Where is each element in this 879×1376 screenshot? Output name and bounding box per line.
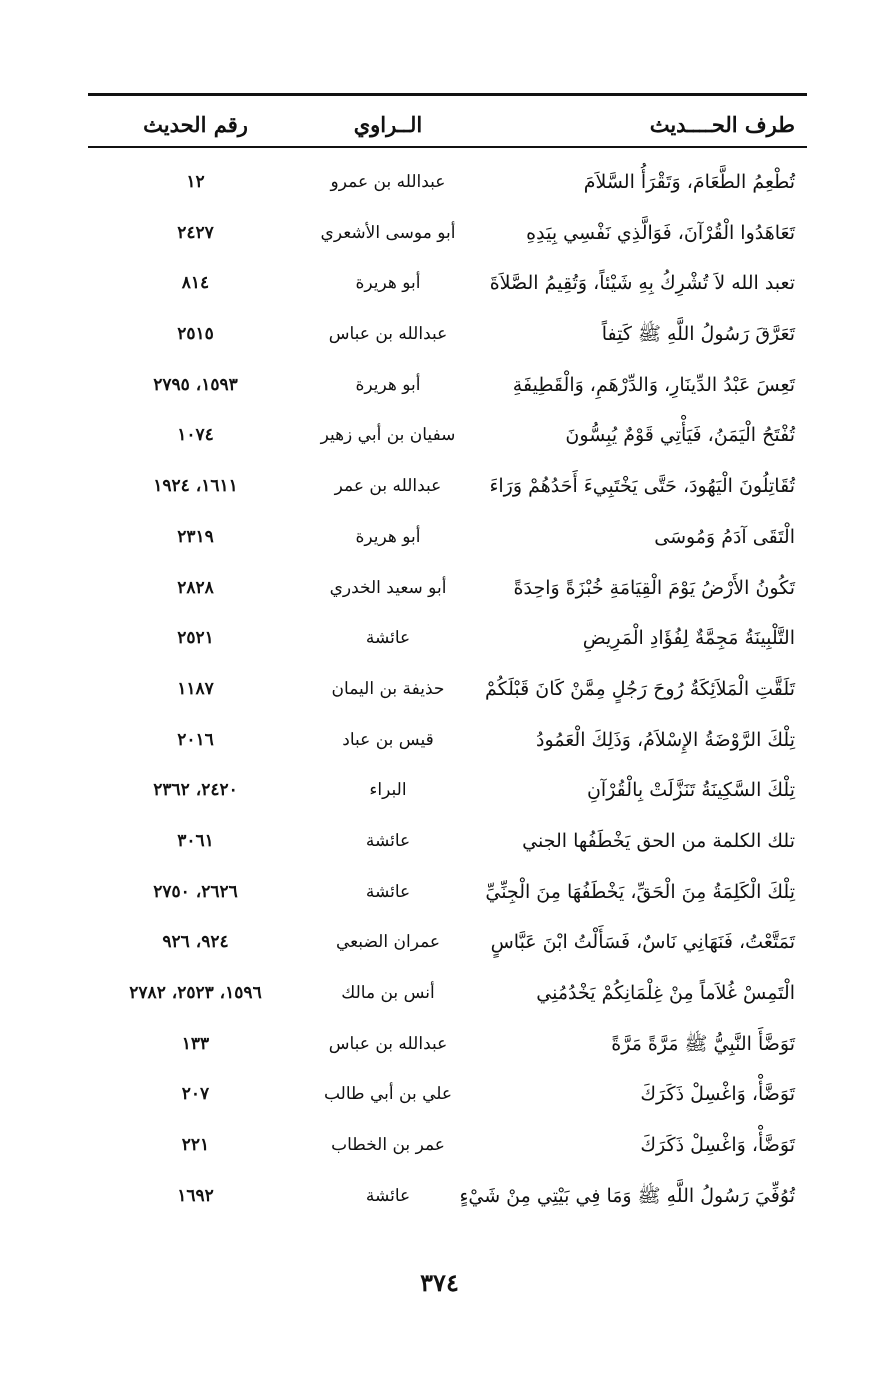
table-row [88, 720, 807, 771]
hadith-text: تِلْكَ الْكَلِمَةُ مِنَ الْحَقِّ، يَخْطَفُهَا مِنَ الْجِنِّيِّ [485, 880, 795, 903]
top-rule [88, 93, 807, 96]
hadith-number: ٢٠١٦ [177, 729, 214, 750]
table-row [88, 770, 807, 821]
table-row [88, 973, 807, 1024]
hadith-text: تَوَضَّأْ، وَاغْسِلْ ذَكَرَكَ [640, 1134, 795, 1157]
hadith-text: تَوَضَّأَ النَّبِيُّ ﷺ مَرَّةً مَرَّةً [611, 1032, 795, 1055]
hadith-number: ٣٠٦١ [177, 830, 214, 851]
hadith-text: تلك الكلمة من الحق يَخْطَفُها الجني [522, 829, 795, 852]
narrator-name: عائشة [365, 881, 411, 902]
hadith-text: تُفْتَحُ الْيَمَنُ، فَيَأْتِي قَوْمٌ يُبِسُّونَ [565, 424, 795, 447]
hadith-text: تُطْعِمُ الطَّعَامَ، وَتَقْرَأُ السَّلاَمَ [583, 171, 795, 193]
table-row [88, 669, 807, 720]
hadith-number: ١٠٧٤ [177, 425, 214, 446]
hadith-number: ٢٤٢٠، ٢٣٦٢ [153, 780, 238, 801]
table-row [88, 821, 807, 872]
hadith-number: ٢٠٧ [181, 1084, 210, 1105]
table-row [88, 568, 807, 619]
narrator-name: أبو سعيد الخدري [329, 577, 447, 598]
hadith-text: الْتَقَى آدَمُ وَمُوسَى [654, 525, 795, 548]
hadith-text: تِلْكَ السَّكِينَةُ تَنَزَّلَتْ بِالْقُرْآنِ [586, 779, 795, 802]
narrator-name: أبو هريرة [355, 273, 421, 294]
header-hadith: طرف الحــــديث [649, 112, 795, 137]
table-row [88, 517, 807, 568]
narrator-name: حذيفة بن اليمان [331, 678, 445, 699]
table-row [88, 466, 807, 517]
narrator-name: عبدالله بن عباس [328, 324, 448, 345]
narrator-name: أبو هريرة [355, 374, 421, 395]
table-header [88, 100, 807, 146]
table-row [88, 213, 807, 264]
narrator-name: علي بن أبي طالب [323, 1084, 453, 1105]
table-row [88, 1074, 807, 1125]
header-number: رقم الحديث [143, 112, 248, 137]
hadith-text: تَعَاهَدُوا الْقُرْآنَ، فَوَالَّذِي نَفْسِي بِيَدِهِ [526, 221, 795, 244]
hadith-text: تَعِسَ عَبْدُ الدِّينَارِ، وَالدِّرْهَمِ، وَالْقَطِيفَةِ [512, 373, 795, 396]
narrator-name: عبدالله بن عمر [334, 476, 442, 497]
narrator-name: عبدالله بن عباس [328, 1033, 448, 1054]
table-row [88, 872, 807, 923]
hadith-number: ١٦٩٢ [177, 1185, 214, 1206]
hadith-number: ١٢ [186, 172, 205, 192]
table-row [88, 1125, 807, 1176]
hadith-text: تَكُونُ الأَرْضُ يَوْمَ الْقِيَامَةِ خُبْزَةً وَاحِدَةً [513, 576, 795, 599]
hadith-number: ١٥٩٣، ٢٧٩٥ [153, 374, 238, 395]
table-body [88, 162, 807, 1226]
hadith-number: ٢٢١ [181, 1135, 210, 1156]
narrator-name: أنس بن مالك [341, 983, 435, 1003]
hadith-text: تُوُفِّيَ رَسُولُ اللَّهِ ﷺ وَمَا فِي بَيْتِي مِنْ شَيْءٍ [459, 1184, 795, 1207]
table-row [88, 415, 807, 466]
narrator-name: أبو هريرة [355, 526, 421, 547]
narrator-name: عمران الضبعي [335, 932, 441, 953]
page-number: ٣٧٤ [420, 1268, 459, 1297]
narrator-name: عائشة [365, 1185, 411, 1206]
hadith-number: ٢٥٢١ [177, 628, 214, 649]
narrator-name: عمر بن الخطاب [331, 1135, 445, 1156]
table-row [88, 162, 807, 213]
narrator-name: عائشة [365, 628, 411, 649]
header-narrator: الــراوي [353, 112, 423, 137]
hadith-number: ٢٨٢٨ [177, 577, 214, 598]
narrator-name: عائشة [365, 830, 411, 851]
hadith-text: تَمَتَّعْتُ، فَنَهَانِي نَاسٌ، فَسَأَلْتُ ابْنَ عَبَّاسٍ [490, 931, 795, 954]
table-row [88, 1024, 807, 1075]
hadith-text: التَّلْبِينَةُ مَجِمَّةٌ لِفُؤَادِ الْمَرِيضِ [582, 627, 795, 650]
narrator-name: البراء [369, 780, 407, 801]
hadith-text: تَلَقَّتِ الْمَلاَئِكَةُ رُوحَ رَجُلٍ مِمَّنْ كَانَ قَبْلَكُمْ [484, 677, 795, 700]
hadith-number: ٢٣١٩ [177, 526, 214, 547]
hadith-text: تَوَضَّأْ، وَاغْسِلْ ذَكَرَكَ [640, 1083, 795, 1106]
hadith-number: ١٦١١، ١٩٢٤ [153, 476, 238, 497]
narrator-name: عبدالله بن عمرو [330, 172, 446, 192]
hadith-text: تَعَرَّقَ رَسُولُ اللَّهِ ﷺ كَتِفاً [601, 323, 795, 346]
hadith-text: الْتَمِسْ غُلاَماً مِنْ غِلْمَانِكُمْ يَخْدُمُنِي [536, 982, 795, 1004]
hadith-number: ٢٤٢٧ [177, 222, 214, 243]
narrator-name: أبو موسى الأشعري [320, 222, 456, 243]
hadith-text: تعبد الله لاَ تُشْرِكُ بِهِ شَيْئاً، وَتُقِيمُ الصَّلاَةَ [489, 272, 795, 295]
hadith-number: ٢٦٢٦، ٢٧٥٠ [153, 881, 238, 902]
hadith-text: تُقَاتِلُونَ الْيَهُودَ، حَتَّى يَخْتَبِيءَ أَحَدُهُمْ وَرَاءَ [489, 475, 795, 498]
table-row [88, 263, 807, 314]
hadith-number: ١٥٩٦، ٢٥٢٣، ٢٧٨٢ [129, 983, 262, 1003]
hadith-number: ٢٥١٥ [177, 324, 214, 345]
hadith-number: ١١٨٧ [177, 678, 214, 699]
table-row [88, 618, 807, 669]
table-row [88, 365, 807, 416]
hadith-text: تِلْكَ الرَّوْضَةُ الإِسْلاَمُ، وَذَلِكَ الْعَمُودُ [536, 728, 795, 751]
header-rule [88, 146, 807, 148]
narrator-name: سفيان بن أبي زهير [320, 425, 456, 446]
hadith-number: ٨١٤ [181, 273, 210, 294]
narrator-name: قيس بن عباد [342, 729, 434, 750]
hadith-number: ١٣٣ [181, 1033, 210, 1054]
table-row [88, 314, 807, 365]
table-row [88, 1176, 807, 1227]
hadith-number: ٩٢٤، ٩٢٦ [162, 932, 229, 953]
table-row [88, 922, 807, 973]
